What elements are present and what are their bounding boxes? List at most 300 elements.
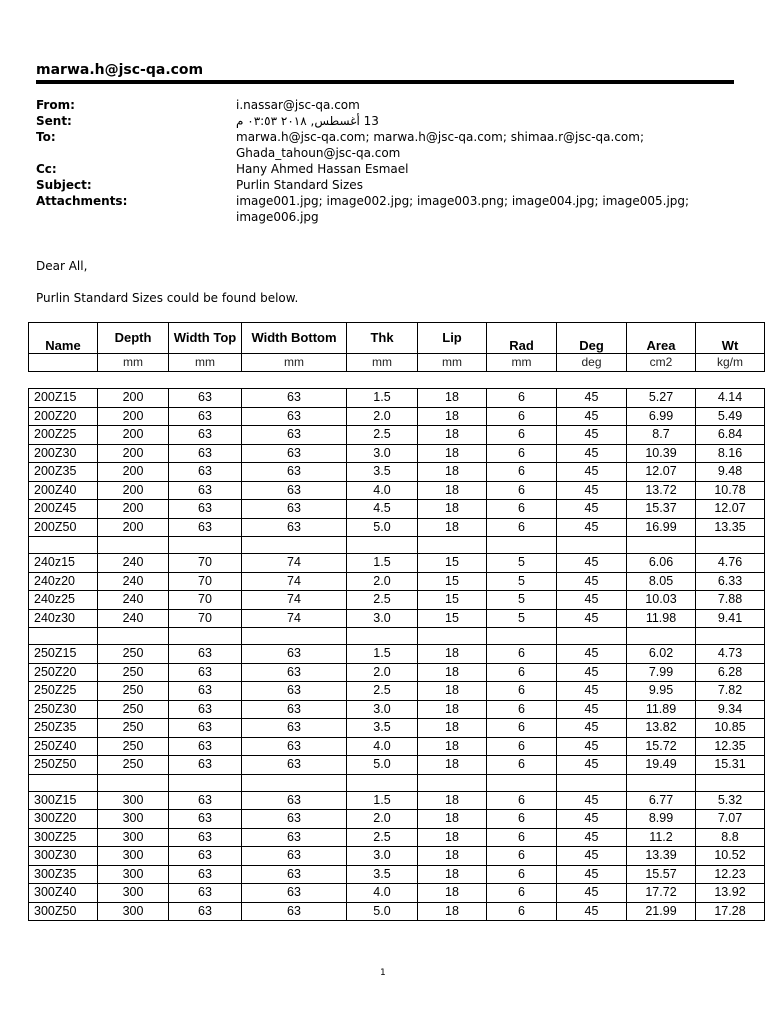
cell-lip: 15 [418,591,487,610]
cell-deg: 45 [557,518,627,537]
cell-deg: 45 [557,719,627,738]
cell-area: 15.57 [627,865,696,884]
cell-width-top: 63 [169,847,242,866]
mailbox-owner: marwa.h@jsc-qa.com [36,62,204,78]
cell-rad: 6 [487,463,557,482]
cell-name: 300Z25 [29,828,98,847]
table-row [29,426,765,445]
cell-width-top: 63 [169,444,242,463]
cell-wt: 17.28 [696,902,765,921]
cell-deg: 45 [557,463,627,482]
table-row [29,444,765,463]
unit-lip: mm [418,354,487,372]
cell-thk: 4.0 [347,884,418,903]
table-row [29,847,765,866]
cell-name: 200Z45 [29,500,98,519]
cell-wt: 5.49 [696,407,765,426]
cell-name: 200Z30 [29,444,98,463]
cell-lip: 18 [418,902,487,921]
cell-width-top: 63 [169,426,242,445]
table-header-row [29,323,765,354]
cell-depth: 300 [98,902,169,921]
cell-name: 200Z25 [29,426,98,445]
cell-lip: 18 [418,865,487,884]
cell-rad: 6 [487,407,557,426]
spacer-cell [29,628,98,645]
cell-lip: 18 [418,884,487,903]
cell-lip: 18 [418,682,487,701]
attachments-value[interactable] [236,193,736,225]
cell-rad: 6 [487,847,557,866]
cell-wt: 12.23 [696,865,765,884]
cell-deg: 45 [557,737,627,756]
cell-area: 13.72 [627,481,696,500]
cell-rad: 6 [487,645,557,664]
cell-wt: 8.16 [696,444,765,463]
cell-rad: 6 [487,444,557,463]
purlin-table [28,322,765,921]
unit-width-top: mm [169,354,242,372]
table-row [29,609,765,628]
spacer-cell [696,372,765,389]
cell-wt: 6.84 [696,426,765,445]
cell-depth: 250 [98,682,169,701]
attachments-label: Attachments: [36,194,128,208]
cell-lip: 18 [418,645,487,664]
cell-thk: 3.5 [347,865,418,884]
cell-wt: 13.92 [696,884,765,903]
cell-depth: 300 [98,791,169,810]
spacer-cell [487,537,557,554]
table-row [29,407,765,426]
col-header-width-bottom: Width Bottom [242,323,347,354]
cell-lip: 18 [418,481,487,500]
cell-area: 6.99 [627,407,696,426]
spacer-cell [487,628,557,645]
cell-thk: 3.0 [347,609,418,628]
cell-width-bottom: 63 [242,828,347,847]
cell-width-bottom: 63 [242,426,347,445]
table-row [29,828,765,847]
cell-deg: 45 [557,444,627,463]
cell-thk: 4.5 [347,500,418,519]
spacer-cell [557,774,627,791]
cell-area: 13.39 [627,847,696,866]
cell-width-top: 63 [169,663,242,682]
cell-thk: 1.5 [347,645,418,664]
spacer-cell [557,537,627,554]
unit-width-bottom: mm [242,354,347,372]
cell-depth: 250 [98,719,169,738]
cell-thk: 4.0 [347,737,418,756]
cell-depth: 200 [98,481,169,500]
table-body [29,372,765,921]
cell-name: 250Z30 [29,700,98,719]
to-value-line2[interactable]: Ghada_tahoun@jsc-qa.com [236,146,401,160]
cell-lip: 18 [418,463,487,482]
cell-name: 250Z25 [29,682,98,701]
cell-width-bottom: 63 [242,719,347,738]
cell-area: 6.06 [627,554,696,573]
cell-wt: 9.41 [696,609,765,628]
col-header-lip: Lip [418,323,487,354]
table-row [29,572,765,591]
cell-name: 300Z50 [29,902,98,921]
cell-lip: 18 [418,810,487,829]
spacer-cell [169,372,242,389]
from-label: From: [36,98,75,112]
cell-name: 250Z15 [29,645,98,664]
cell-area: 17.72 [627,884,696,903]
cell-deg: 45 [557,682,627,701]
cell-wt: 4.73 [696,645,765,664]
cell-deg: 45 [557,591,627,610]
spacer-cell [627,628,696,645]
cell-wt: 4.14 [696,389,765,408]
cell-width-top: 63 [169,700,242,719]
header-cc [36,161,736,177]
cell-width-bottom: 63 [242,884,347,903]
cell-width-bottom: 63 [242,500,347,519]
subject-label: Subject: [36,178,92,192]
cell-thk: 3.5 [347,719,418,738]
cell-deg: 45 [557,884,627,903]
spacer-cell [418,774,487,791]
cell-lip: 18 [418,756,487,775]
table-units-row [29,354,765,372]
cell-thk: 4.0 [347,481,418,500]
table-row [29,700,765,719]
cell-name: 240z20 [29,572,98,591]
cell-width-top: 63 [169,902,242,921]
cell-width-top: 63 [169,737,242,756]
cell-lip: 18 [418,847,487,866]
cell-area: 6.77 [627,791,696,810]
cell-wt: 13.35 [696,518,765,537]
cell-width-bottom: 63 [242,481,347,500]
cell-depth: 240 [98,591,169,610]
table-row [29,500,765,519]
cc-value[interactable]: Hany Ahmed Hassan Esmael [236,162,409,176]
cell-width-top: 63 [169,828,242,847]
cell-lip: 18 [418,389,487,408]
cell-deg: 45 [557,810,627,829]
spacer-cell [242,628,347,645]
cell-thk: 5.0 [347,518,418,537]
unit-area: cm2 [627,354,696,372]
cell-lip: 18 [418,719,487,738]
cell-thk: 3.0 [347,847,418,866]
cell-width-bottom: 63 [242,407,347,426]
cell-rad: 6 [487,389,557,408]
cc-label: Cc: [36,162,57,176]
cell-rad: 6 [487,902,557,921]
table-row [29,481,765,500]
cell-width-bottom: 63 [242,663,347,682]
cell-wt: 7.82 [696,682,765,701]
cell-rad: 6 [487,426,557,445]
cell-width-top: 63 [169,682,242,701]
spacer-cell [98,537,169,554]
cell-width-top: 70 [169,554,242,573]
spacer-cell [347,372,418,389]
col-header-area: Area [627,323,696,354]
spacer-cell [557,372,627,389]
cell-name: 300Z40 [29,884,98,903]
cell-width-top: 63 [169,481,242,500]
cell-thk: 2.0 [347,810,418,829]
cell-rad: 6 [487,810,557,829]
unit-depth: mm [98,354,169,372]
cell-thk: 1.5 [347,389,418,408]
cell-width-top: 63 [169,810,242,829]
cell-area: 21.99 [627,902,696,921]
cell-area: 13.82 [627,719,696,738]
cell-rad: 6 [487,791,557,810]
cell-thk: 2.0 [347,572,418,591]
cell-wt: 15.31 [696,756,765,775]
cell-width-bottom: 63 [242,645,347,664]
spacer-cell [169,628,242,645]
spacer-cell [627,537,696,554]
cell-thk: 2.0 [347,407,418,426]
spacer-cell [627,774,696,791]
cell-area: 7.99 [627,663,696,682]
cell-width-bottom: 63 [242,756,347,775]
cell-name: 250Z20 [29,663,98,682]
cell-area: 16.99 [627,518,696,537]
spacer-cell [696,774,765,791]
spacer-cell [347,628,418,645]
to-value[interactable] [236,129,736,161]
cell-width-bottom: 63 [242,463,347,482]
cell-area: 11.98 [627,609,696,628]
cell-deg: 45 [557,407,627,426]
cell-depth: 200 [98,426,169,445]
cell-width-top: 63 [169,389,242,408]
subject-value: Purlin Standard Sizes [236,178,363,192]
table-row [29,463,765,482]
table-row [29,756,765,775]
cell-deg: 45 [557,426,627,445]
table-row [29,884,765,903]
unit-rad: mm [487,354,557,372]
cell-thk: 5.0 [347,902,418,921]
spacer-cell [242,537,347,554]
cell-area: 8.7 [627,426,696,445]
spacer-cell [557,628,627,645]
cell-depth: 300 [98,810,169,829]
cell-width-top: 63 [169,756,242,775]
to-label: To: [36,130,56,144]
cell-width-bottom: 63 [242,865,347,884]
spacer-cell [98,628,169,645]
cell-name: 300Z35 [29,865,98,884]
cell-name: 250Z35 [29,719,98,738]
cell-wt: 12.07 [696,500,765,519]
col-header-depth: Depth [98,323,169,354]
cell-name: 300Z30 [29,847,98,866]
spacer-row [29,774,765,791]
cell-rad: 6 [487,700,557,719]
table-row [29,810,765,829]
cell-rad: 6 [487,500,557,519]
cell-wt: 10.52 [696,847,765,866]
spacer-cell [627,372,696,389]
cell-lip: 18 [418,700,487,719]
table-row [29,554,765,573]
cell-lip: 18 [418,791,487,810]
cell-area: 10.03 [627,591,696,610]
cell-wt: 4.76 [696,554,765,573]
cell-width-top: 70 [169,609,242,628]
from-value[interactable]: i.nassar@jsc-qa.com [236,98,360,112]
cell-lip: 15 [418,554,487,573]
cell-deg: 45 [557,500,627,519]
cell-rad: 6 [487,682,557,701]
cell-depth: 300 [98,884,169,903]
spacer-cell [29,774,98,791]
cell-area: 15.72 [627,737,696,756]
cell-name: 250Z50 [29,756,98,775]
sent-label: Sent: [36,114,72,128]
cell-thk: 2.5 [347,828,418,847]
cell-width-top: 63 [169,645,242,664]
col-header-width-top: Width Top [169,323,242,354]
table-row [29,518,765,537]
cell-lip: 18 [418,500,487,519]
cell-deg: 45 [557,756,627,775]
cell-area: 15.37 [627,500,696,519]
cell-thk: 1.5 [347,791,418,810]
cell-wt: 8.8 [696,828,765,847]
cell-width-bottom: 63 [242,518,347,537]
cell-rad: 6 [487,719,557,738]
cell-rad: 5 [487,572,557,591]
cell-lip: 18 [418,737,487,756]
cell-rad: 5 [487,609,557,628]
cell-depth: 200 [98,518,169,537]
table-row [29,591,765,610]
unit-deg: deg [557,354,627,372]
cell-deg: 45 [557,791,627,810]
cell-lip: 15 [418,572,487,591]
cell-lip: 15 [418,609,487,628]
cell-name: 250Z40 [29,737,98,756]
attachments-line2[interactable]: image006.jpg [236,210,319,224]
cell-depth: 300 [98,865,169,884]
spacer-cell [98,774,169,791]
spacer-cell [487,372,557,389]
header-attachments [36,193,736,225]
cell-area: 11.2 [627,828,696,847]
cell-area: 11.89 [627,700,696,719]
cell-width-bottom: 63 [242,682,347,701]
cell-thk: 3.5 [347,463,418,482]
col-header-name: Name [29,323,98,354]
cell-width-bottom: 63 [242,847,347,866]
cell-width-bottom: 74 [242,572,347,591]
cell-rad: 5 [487,554,557,573]
cell-rad: 6 [487,828,557,847]
col-header-rad: Rad [487,323,557,354]
cell-width-top: 63 [169,407,242,426]
email-header [36,97,736,225]
spacer-cell [169,537,242,554]
cell-depth: 250 [98,756,169,775]
cell-depth: 300 [98,847,169,866]
cell-wt: 9.48 [696,463,765,482]
table-row [29,719,765,738]
spacer-cell [347,537,418,554]
cell-thk: 1.5 [347,554,418,573]
cell-area: 12.07 [627,463,696,482]
cell-width-bottom: 63 [242,389,347,408]
cell-rad: 6 [487,518,557,537]
cell-wt: 10.78 [696,481,765,500]
to-value-line1[interactable]: marwa.h@jsc-qa.com; marwa.h@jsc-qa.com; shimaa.r@jsc-qa.com; [236,130,645,144]
cell-name: 300Z15 [29,791,98,810]
spacer-cell [418,372,487,389]
cell-depth: 250 [98,700,169,719]
cell-width-top: 63 [169,865,242,884]
unit-wt: kg/m [696,354,765,372]
cell-name: 200Z35 [29,463,98,482]
cell-deg: 45 [557,865,627,884]
cell-thk: 2.5 [347,591,418,610]
cell-depth: 200 [98,407,169,426]
table-row [29,865,765,884]
header-divider [36,80,734,84]
cell-depth: 200 [98,389,169,408]
cell-width-bottom: 63 [242,737,347,756]
cell-depth: 250 [98,737,169,756]
table-row [29,663,765,682]
cell-depth: 200 [98,463,169,482]
cell-width-bottom: 63 [242,791,347,810]
cell-wt: 6.28 [696,663,765,682]
table-row [29,902,765,921]
unit-name [29,354,98,372]
cell-width-top: 70 [169,591,242,610]
spacer-cell [696,628,765,645]
cell-lip: 18 [418,663,487,682]
cell-depth: 240 [98,554,169,573]
cell-deg: 45 [557,663,627,682]
header-from [36,97,736,113]
cell-thk: 2.5 [347,426,418,445]
cell-lip: 18 [418,426,487,445]
spacer-cell [29,537,98,554]
cell-area: 9.95 [627,682,696,701]
cell-name: 200Z20 [29,407,98,426]
header-subject [36,177,736,193]
spacer-cell [418,628,487,645]
cell-thk: 3.0 [347,444,418,463]
cell-thk: 3.0 [347,700,418,719]
cell-thk: 2.0 [347,663,418,682]
cell-width-top: 63 [169,518,242,537]
cell-width-bottom: 74 [242,609,347,628]
cell-deg: 45 [557,828,627,847]
cell-deg: 45 [557,554,627,573]
spacer-row [29,537,765,554]
cell-deg: 45 [557,481,627,500]
attachments-line1[interactable]: image001.jpg; image002.jpg; image003.png; image004.jpg; image005.jpg; [236,194,690,208]
cell-name: 200Z40 [29,481,98,500]
cell-width-top: 63 [169,791,242,810]
cell-wt: 9.34 [696,700,765,719]
